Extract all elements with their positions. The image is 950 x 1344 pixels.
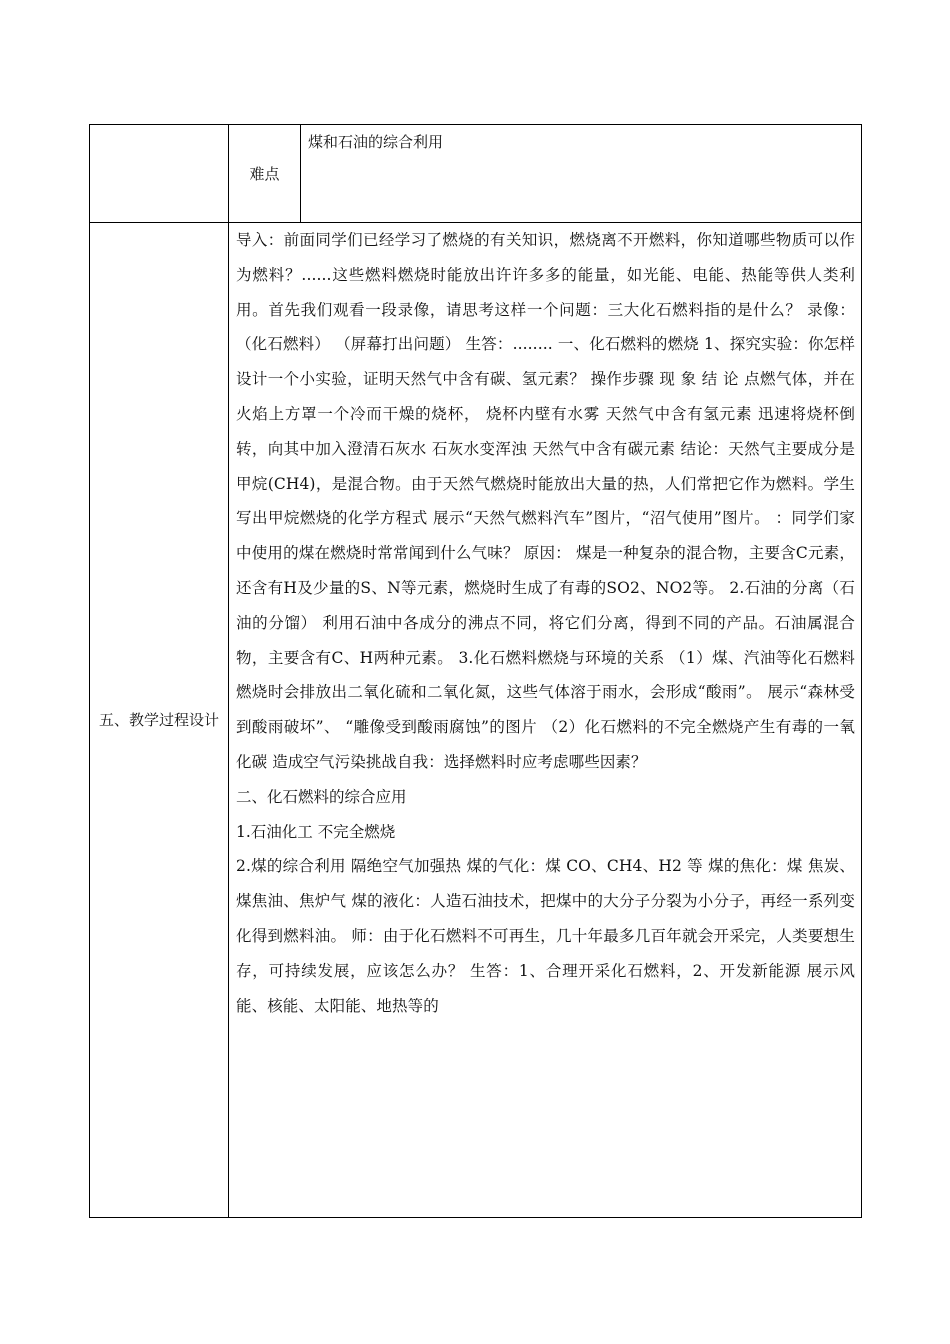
- difficulty-content: 煤和石油的综合利用: [301, 125, 862, 223]
- teaching-process-row: [90, 223, 862, 1218]
- lesson-plan-table: [89, 124, 862, 1218]
- coal-paragraph: 2.煤的综合利用 隔绝空气加强热 煤的气化：煤 CO、CH4、H2 等 煤的焦化：煤 焦炭、煤焦油、焦炉气 煤的液化：人造石油技术，把煤中的大分子分裂为小分子，再经一系列变化得到燃料油。 师：由于化石燃料不可再生，几十年最多几百年就会开采完，人类要想生存，可持续发展，应该怎么办？ 生答：1、合理开采化石燃料，2、开发新能源 展示风能、核能、太阳能、地热等的: [236, 857, 855, 1015]
- teaching-process-content: [229, 223, 862, 1218]
- difficulty-label: 难点: [229, 125, 301, 223]
- empty-cell: [90, 125, 229, 223]
- item-one-line: 1.石油化工 不完全燃烧: [236, 822, 396, 841]
- section-two-heading: 二、化石燃料的综合应用: [236, 787, 407, 806]
- teaching-process-label: 五、教学过程设计: [90, 223, 229, 1218]
- difficulty-row: [90, 125, 862, 223]
- intro-paragraph: 导入：前面同学们已经学习了燃烧的有关知识，燃烧离不开燃料，你知道哪些物质可以作为燃料？......这些燃料燃烧时能放出许许多多的能量，如光能、电能、热能等供人类利用。首先我们观看一段录像，请思考这样一个问题：三大化石燃料指的是什么？ 录像：（化石燃料） （屏幕打出问题） 生答：........ 一、化石燃料的燃烧 1、探究实验：你怎样设计一个小实验，证明天然气中含有碳、氢元素？ 操作步骤 现 象 结 论 点燃气体，并在火焰上方罩一个冷而干燥的烧杯， 烧杯内壁有水雾 天然气中含有氢元素 迅速将烧杯倒转，向其中加入澄清石灰水 石灰水变浑浊 天然气中含有碳元素 结论：天然气主要成分是甲烷(CH4)，是混合物。由于天然气燃烧时能放出大量的热，人们常把它作为燃料。学生写出甲烷燃烧的化学方程式 展示“天然气燃料汽车”图片，“沼气使用”图片。 ：同学们家中使用的煤在燃烧时常常闻到什么气味？ 原因： 煤是一种复杂的混合物，主要含C元素，还含有H及少量的S、N等元素，燃烧时生成了有毒的SO2、NO2等。 2.石油的分离（石油的分馏） 利用石油中各成分的沸点不同，将它们分离，得到不同的产品。石油属混合物，主要含有C、H两种元素。 3.化石燃料燃烧与环境的关系 （1）煤、汽油等化石燃料燃烧时会排放出二氧化硫和二氧化氮，这些气体溶于雨水，会形成“酸雨”。 展示“森林受到酸雨破坏”、 “雕像受到酸雨腐蚀”的图片 （2）化石燃料的不完全燃烧产生有毒的一氧化碳 造成空气污染挑战自我：选择燃料时应考虑哪些因素？: [236, 231, 855, 771]
